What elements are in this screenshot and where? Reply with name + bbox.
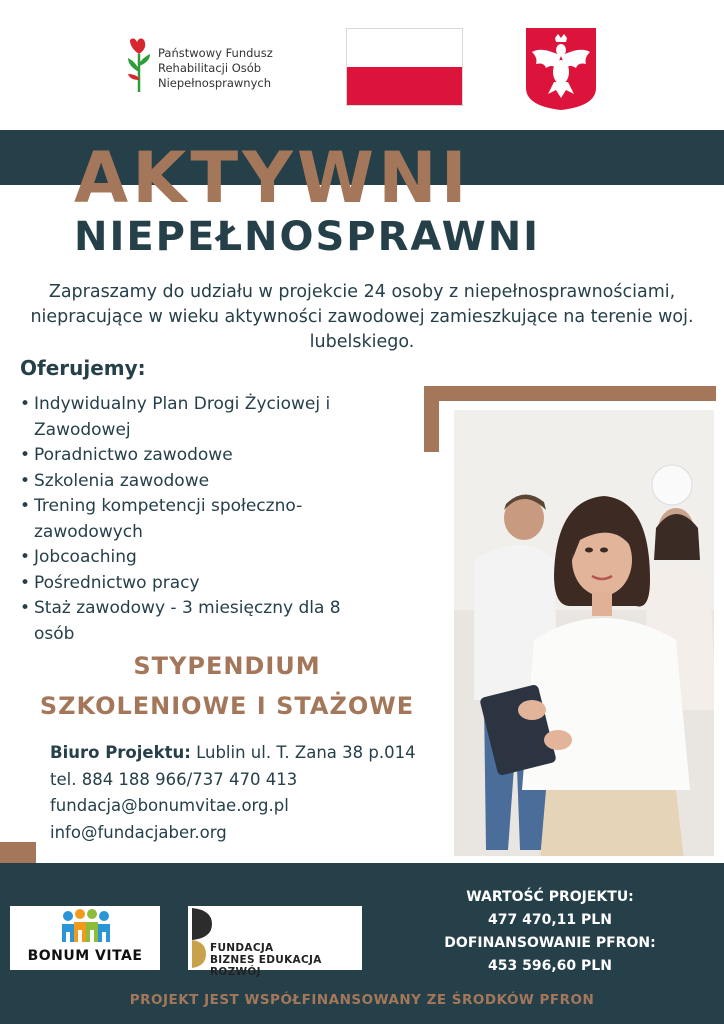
bonum-vitae-text: BONUM VITAE xyxy=(27,948,143,964)
offer-list xyxy=(20,392,380,647)
footer-text: PROJEKT JEST WSPÓŁFINANSOWANY ZE ŚRODKÓW PFRON xyxy=(129,992,595,1008)
fundacja-line-2: BIZNES EDUKACJA ROZWÓJ xyxy=(210,954,322,978)
office-line xyxy=(50,740,416,767)
fundacja-text xyxy=(210,942,362,978)
office-label: Biuro Projektu: xyxy=(50,743,191,762)
fundacja-ber-logo xyxy=(188,906,362,978)
offer-item: • Indywidualny Plan Drogi Życiowej i Zawodowej xyxy=(20,392,380,443)
offer-item: • Staż zawodowy - 3 miesięczny dla 8 osób xyxy=(20,596,380,647)
fundacja-line-1: FUNDACJA xyxy=(210,942,274,954)
fundacja-mark-icon xyxy=(188,906,212,970)
woman-photo xyxy=(452,408,716,858)
pfron-line-2: Rehabilitacji Osób xyxy=(158,61,262,75)
photo-bracket-vertical xyxy=(424,386,439,452)
project-values xyxy=(420,886,680,978)
bonum-vitae-logo xyxy=(10,906,160,970)
funding-label: DOFINANSOWANIE PFRON: xyxy=(444,935,656,951)
funding-amount: 453 596,60 PLN xyxy=(488,958,612,974)
title-aktywni: AKTYWNI xyxy=(74,137,471,219)
people-group-icon xyxy=(60,908,112,946)
stipend-line-2: SZKOLENIOWE I STAŻOWE xyxy=(39,692,415,720)
intro-text: Zapraszamy do udziału w projekcie 24 osoby z niepełnosprawnościami, niepracujące w wieku aktywności zawodowej zamieszkujące na terenie woj. lubelskiego. xyxy=(30,282,694,352)
offer-item: • Szkolenia zawodowe xyxy=(20,469,380,495)
email-1[interactable]: fundacja@bonumvitae.org.pl xyxy=(50,796,289,815)
email-2[interactable]: info@fundacjaber.org xyxy=(50,822,227,842)
stipend-line-1: STYPENDIUM xyxy=(133,652,321,680)
polish-eagle-emblem-icon xyxy=(526,28,596,110)
polish-flag-icon xyxy=(346,28,463,106)
offer-item: • Poradnictwo zawodowe xyxy=(20,443,380,469)
pfron-logo xyxy=(122,36,282,96)
pfron-line-1: Państwowy Fundusz xyxy=(158,46,273,60)
office-scene-illustration xyxy=(454,410,716,858)
office-address: Lublin ul. T. Zana 38 p.014 xyxy=(196,743,416,762)
phone-line: tel. 884 188 966/737 470 413 xyxy=(50,769,298,789)
offer-item: • Jobcoaching xyxy=(20,545,380,571)
pfron-logo-text xyxy=(158,46,273,91)
pfron-line-3: Niepełnosprawnych xyxy=(158,76,272,90)
offer-item: • Trening kompetencji społeczno-zawodowych xyxy=(20,494,380,545)
offer-heading: Oferujemy: xyxy=(20,356,146,380)
tulip-icon xyxy=(122,36,156,96)
contact-block xyxy=(50,740,416,846)
project-value-amount: 477 470,11 PLN xyxy=(488,912,612,928)
project-value-label: WARTOŚĆ PROJEKTU: xyxy=(466,889,634,905)
photo-bracket-horizontal xyxy=(424,386,716,401)
title-niepelnosprawni: NIEPEŁNOSPRAWNI xyxy=(74,214,541,260)
offer-item: • Pośrednictwo pracy xyxy=(20,571,380,597)
